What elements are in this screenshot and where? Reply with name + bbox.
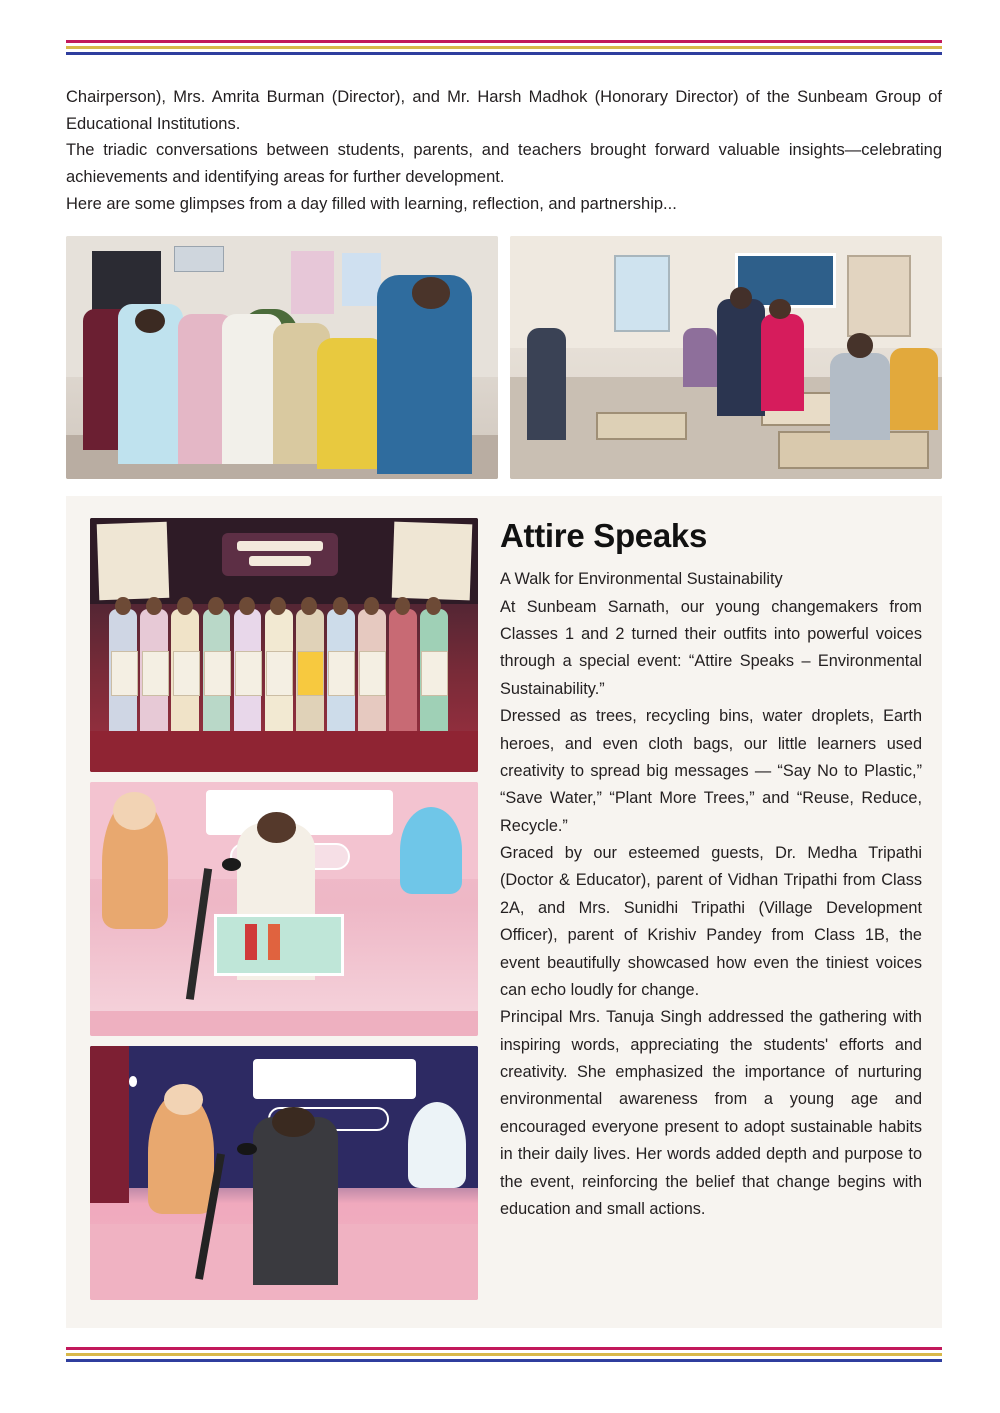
intro-paragraph-1: Chairperson), Mrs. Amrita Burman (Director), and Mr. Harsh Madhok (Honorary Director) of the Sunbeam Group of Educational Institutions.: [66, 88, 942, 133]
divider-line-blue: [66, 1359, 942, 1362]
divider-line-gold: [66, 46, 942, 49]
photo-classroom-parent-teacher-meeting: [510, 236, 942, 479]
intro-paragraph-2: The triadic conversations between students, parents, and teachers brought forward valuable insights—celebrating achievements and identifying areas for further development.: [66, 141, 942, 187]
divider-line-gold: [66, 1353, 942, 1356]
divider-line-blue: [66, 52, 942, 55]
photo-student-speaking-at-mic: [90, 782, 478, 1036]
feature-paragraph-2: Dressed as trees, recycling bins, water droplets, Earth heroes, and even cloth bags, our little learners used creativity to spread big messages — “Say No to Plastic,” “Save Water,” “Plant More Trees,” and “Reuse, Reduce, Recycle.”: [500, 707, 922, 835]
attire-speaks-feature-panel: [66, 496, 942, 1328]
bottom-divider: [66, 1347, 942, 1365]
divider-line-magenta: [66, 1347, 942, 1350]
feature-paragraph-4: Principal Mrs. Tanuja Singh addressed the gathering with inspiring words, appreciating the students' efforts and creativity. She emphasized the importance of nurturing environmental awareness from a young age and encouraged everyone present to adopt sustainable habits in their daily lives. Her words added depth and purpose to the event, reinforcing the belief that change begins with education and small actions.: [500, 1008, 922, 1218]
intro-text-block: [66, 84, 942, 218]
feature-paragraph-3: Graced by our esteemed guests, Dr. Medha Tripathi (Doctor & Educator), parent of Vidhan Tripathi from Class 2A, and Mrs. Sunidhi Tripathi (Village Development Officer), parent of Krishiv Pandey from Class 1B, the event beautifully showcased how even the tiniest voices can echo loudly for change.: [500, 844, 922, 999]
photo-felicitation-on-stage: [66, 236, 498, 479]
top-divider: [66, 40, 942, 58]
intro-paragraph-3: Here are some glimpses from a day filled with learning, reflection, and partnership...: [66, 194, 677, 213]
photo-students-group-with-placards: [90, 518, 478, 772]
top-photo-row: [66, 236, 942, 479]
feature-article-text: [500, 518, 922, 1306]
feature-title: Attire Speaks: [500, 517, 708, 554]
divider-line-magenta: [66, 40, 942, 43]
feature-paragraph-1: At Sunbeam Sarnath, our young changemakers from Classes 1 and 2 turned their outfits into powerful voices through a special event: “Attire Speaks – Environmental Sustainability.”: [500, 597, 922, 698]
feature-photo-column: [90, 518, 478, 1306]
feature-subtitle: A Walk for Environmental Sustainability: [500, 570, 783, 589]
photo-student-in-recycled-attire: [90, 1046, 478, 1300]
